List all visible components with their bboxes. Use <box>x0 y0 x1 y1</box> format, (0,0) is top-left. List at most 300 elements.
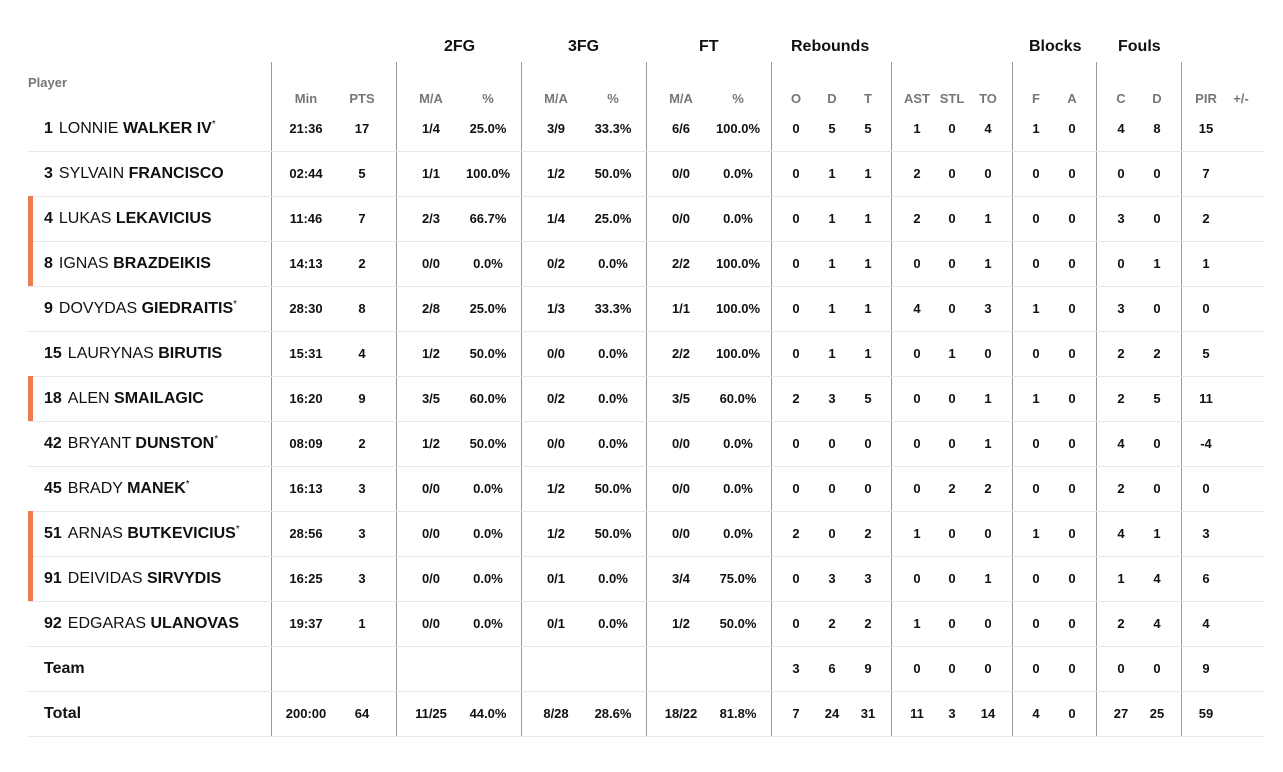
cell-ft_ma: 3/5 <box>671 391 691 406</box>
cell-fd: 2 <box>1153 346 1161 361</box>
cell-fg2_pct: 25.0% <box>469 301 507 316</box>
cell-min: 16:13 <box>289 481 323 496</box>
cell-stl: 3 <box>948 706 956 721</box>
cell-stl: 0 <box>948 571 956 586</box>
player-name[interactable] <box>44 286 237 331</box>
player-number: 4 <box>44 210 53 227</box>
player-last-name: BUTKEVICIUS <box>127 525 236 542</box>
cell-min: 16:20 <box>289 391 323 406</box>
cell-fg2_pct: 66.7% <box>469 211 507 226</box>
cell-ba: 0 <box>1068 436 1076 451</box>
cell-pir: 0 <box>1202 481 1210 496</box>
cell-stl: 0 <box>948 121 956 136</box>
cell-pts: 5 <box>358 166 366 181</box>
cell-t: 1 <box>864 166 872 181</box>
cell-o: 0 <box>792 301 800 316</box>
cell-pir: 0 <box>1202 301 1210 316</box>
starter-indicator-bar <box>28 376 33 421</box>
player-number: 1 <box>44 120 53 137</box>
cell-ft_ma: 0/0 <box>671 481 691 496</box>
cell-to: 1 <box>984 391 992 406</box>
cell-ft_ma: 0/0 <box>671 211 691 226</box>
cell-fg2_pct: 60.0% <box>469 391 507 406</box>
player-last-name: BIRUTIS <box>158 345 223 362</box>
group-rebounds-header: Rebounds <box>791 38 870 55</box>
cell-ft_pct <box>710 646 766 691</box>
cell-ast: 0 <box>913 481 921 496</box>
cell-pts: 2 <box>358 256 366 271</box>
cell-ast: 1 <box>913 616 921 631</box>
cell-ft_ma: 18/22 <box>664 706 698 721</box>
player-name[interactable] <box>44 151 224 196</box>
cell-fg2_ma: 0/0 <box>421 571 441 586</box>
cell-fc: 0 <box>1117 166 1125 181</box>
cell-pir: 11 <box>1199 391 1213 406</box>
cell-t: 5 <box>864 391 872 406</box>
cell-t: 2 <box>864 526 872 541</box>
cell-d: 1 <box>828 346 836 361</box>
subheader-to: TO <box>979 91 997 106</box>
cell-o: 0 <box>792 616 800 631</box>
cell-stl: 0 <box>948 661 956 676</box>
cell-d: 0 <box>828 481 836 496</box>
cell-pts: 4 <box>358 346 366 361</box>
cell-to: 2 <box>984 481 992 496</box>
cell-pir: 59 <box>1198 706 1214 721</box>
cell-ba: 0 <box>1068 661 1076 676</box>
cell-stl: 0 <box>948 166 956 181</box>
player-name[interactable] <box>44 241 211 286</box>
cell-pm <box>1213 466 1269 511</box>
subheader-t: T <box>864 91 872 106</box>
starter-indicator-bar <box>28 556 33 601</box>
cell-pm <box>1213 286 1269 331</box>
cell-pir: 3 <box>1202 526 1210 541</box>
player-number: 15 <box>44 345 62 362</box>
table-row[interactable] <box>28 196 1264 242</box>
cell-d: 6 <box>828 661 836 676</box>
cell-pm <box>1213 196 1269 241</box>
cell-ft_ma: 6/6 <box>671 121 691 136</box>
table-row[interactable] <box>28 556 1264 602</box>
cell-fd: 0 <box>1153 436 1161 451</box>
cell-d: 1 <box>828 301 836 316</box>
cell-bf: 0 <box>1032 256 1040 271</box>
cell-pir: 15 <box>1198 121 1214 136</box>
cell-t: 0 <box>864 481 872 496</box>
cell-bf: 0 <box>1032 211 1040 226</box>
table-row[interactable] <box>28 511 1264 557</box>
player-name[interactable] <box>44 106 216 151</box>
subheader-pm: +/- <box>1233 91 1249 106</box>
cell-fg2_ma: 1/2 <box>421 346 441 361</box>
cell-bf: 1 <box>1032 121 1040 136</box>
cell-ft_ma: 1/1 <box>671 301 691 316</box>
player-first-name: ALEN <box>67 390 110 407</box>
starter-asterisk: * <box>235 524 240 535</box>
starter-indicator-bar <box>28 241 33 286</box>
cell-pm <box>1213 511 1269 556</box>
cell-fg2_ma: 0/0 <box>421 481 441 496</box>
cell-to: 0 <box>984 526 992 541</box>
cell-ast: 2 <box>913 166 921 181</box>
player-last-name: SIRVYDIS <box>146 570 222 587</box>
cell-bf: 1 <box>1032 526 1040 541</box>
cell-t: 1 <box>864 301 872 316</box>
cell-ft_pct: 0.0% <box>723 211 753 226</box>
cell-fd: 1 <box>1153 256 1161 271</box>
cell-pts <box>334 646 390 691</box>
cell-fg2_pct: 0.0% <box>473 616 503 631</box>
cell-fg3_ma: 3/9 <box>546 121 566 136</box>
cell-d: 1 <box>828 211 836 226</box>
total-row <box>28 691 1264 737</box>
cell-ft_ma: 1/2 <box>671 616 691 631</box>
cell-ba: 0 <box>1068 616 1076 631</box>
cell-fc: 4 <box>1117 436 1125 451</box>
cell-d: 2 <box>828 616 836 631</box>
cell-stl: 1 <box>948 346 956 361</box>
player-last-name: BRAZDEIKIS <box>113 255 211 272</box>
cell-o: 0 <box>792 121 800 136</box>
player-first-name: BRYANT <box>67 435 131 452</box>
player-first-name: LUKAS <box>58 210 112 227</box>
cell-fg2_pct: 0.0% <box>473 526 503 541</box>
player-name[interactable] <box>44 466 190 511</box>
cell-ba: 0 <box>1068 526 1076 541</box>
cell-min: 15:31 <box>289 346 323 361</box>
subheader-ft_pct: % <box>732 91 744 106</box>
cell-ast: 0 <box>913 571 921 586</box>
cell-ft_pct: 0.0% <box>723 436 753 451</box>
subheader-pir: PIR <box>1195 91 1217 106</box>
cell-stl: 2 <box>948 481 956 496</box>
cell-fg3_pct <box>585 646 641 691</box>
starter-asterisk: * <box>214 434 219 445</box>
cell-bf: 0 <box>1032 436 1040 451</box>
cell-pm <box>1213 601 1269 646</box>
cell-min: 11:46 <box>289 211 323 226</box>
cell-fg2_ma: 0/0 <box>421 616 441 631</box>
cell-fc: 3 <box>1117 301 1125 316</box>
cell-fg2_pct: 50.0% <box>469 346 507 361</box>
starter-indicator-bar <box>28 511 33 556</box>
cell-ft_ma: 3/4 <box>671 571 691 586</box>
cell-pts: 2 <box>358 436 366 451</box>
player-last-name: WALKER IV <box>122 120 212 137</box>
cell-to: 14 <box>980 706 996 721</box>
cell-min: 21:36 <box>289 121 323 136</box>
player-number: 42 <box>44 435 62 452</box>
cell-pm <box>1213 331 1269 376</box>
cell-fc: 2 <box>1117 346 1125 361</box>
cell-pts: 3 <box>358 571 366 586</box>
player-number: 9 <box>44 300 53 317</box>
cell-t: 1 <box>864 211 872 226</box>
cell-to: 3 <box>984 301 992 316</box>
cell-fd: 0 <box>1153 166 1161 181</box>
cell-to: 1 <box>984 211 992 226</box>
cell-pm <box>1213 106 1269 151</box>
cell-fg2_pct <box>460 646 516 691</box>
cell-o: 0 <box>792 166 800 181</box>
cell-fg2_ma: 2/8 <box>421 301 441 316</box>
starter-asterisk: * <box>211 119 216 130</box>
cell-to: 0 <box>984 661 992 676</box>
cell-t: 9 <box>864 661 872 676</box>
cell-ft_ma: 2/2 <box>671 256 691 271</box>
player-number: 3 <box>44 165 53 182</box>
subheader-min: Min <box>294 91 318 106</box>
cell-fg3_pct: 28.6% <box>594 706 632 721</box>
cell-o: 0 <box>792 436 800 451</box>
player-name[interactable] <box>44 196 212 241</box>
cell-d: 0 <box>828 526 836 541</box>
subheader-fc: C <box>1116 91 1126 106</box>
cell-fc: 0 <box>1117 661 1125 676</box>
group-2fg-header: 2FG <box>444 38 476 55</box>
player-first-name: SYLVAIN <box>58 165 125 182</box>
cell-ast: 4 <box>913 301 921 316</box>
player-first-name: EDGARAS <box>67 615 147 632</box>
cell-t: 2 <box>864 616 872 631</box>
cell-fd: 4 <box>1153 571 1161 586</box>
cell-ba: 0 <box>1068 301 1076 316</box>
cell-pts: 3 <box>358 526 366 541</box>
cell-fd: 0 <box>1153 211 1161 226</box>
subheader-o: O <box>790 91 802 106</box>
cell-t: 0 <box>864 436 872 451</box>
player-name[interactable] <box>44 511 240 556</box>
cell-o: 3 <box>792 661 800 676</box>
cell-to: 0 <box>984 616 992 631</box>
cell-o: 2 <box>792 391 800 406</box>
cell-fg3_ma: 0/0 <box>546 436 566 451</box>
cell-fg2_ma: 1/4 <box>421 121 441 136</box>
group-blocks-header: Blocks <box>1029 38 1082 55</box>
cell-stl: 0 <box>948 526 956 541</box>
starter-asterisk: * <box>185 479 190 490</box>
cell-fg3_ma <box>528 646 584 691</box>
starter-asterisk: * <box>233 299 238 310</box>
cell-d: 0 <box>828 436 836 451</box>
player-number: 51 <box>44 525 62 542</box>
cell-fd: 5 <box>1153 391 1161 406</box>
cell-bf: 0 <box>1032 166 1040 181</box>
cell-ast: 0 <box>913 661 921 676</box>
cell-ft_pct: 100.0% <box>715 301 761 316</box>
cell-fg2_ma: 1/1 <box>421 166 441 181</box>
cell-ba: 0 <box>1068 391 1076 406</box>
cell-fg3_ma: 0/2 <box>546 391 566 406</box>
cell-bf: 0 <box>1032 481 1040 496</box>
cell-ft_pct: 60.0% <box>719 391 757 406</box>
cell-ft_pct: 50.0% <box>719 616 757 631</box>
cell-fc: 27 <box>1113 706 1129 721</box>
table-row[interactable] <box>28 151 1264 197</box>
player-name[interactable] <box>44 556 221 601</box>
cell-ast: 0 <box>913 391 921 406</box>
player-number: 92 <box>44 615 62 632</box>
cell-ba: 0 <box>1068 346 1076 361</box>
cell-min: 02:44 <box>289 166 323 181</box>
player-last-name: LEKAVICIUS <box>115 210 212 227</box>
subheader-fg3_pct: % <box>607 91 619 106</box>
table-row[interactable] <box>28 331 1264 377</box>
cell-o: 0 <box>792 571 800 586</box>
cell-fg2_pct: 0.0% <box>473 481 503 496</box>
cell-fc: 2 <box>1117 391 1125 406</box>
cell-fg2_ma: 0/0 <box>421 256 441 271</box>
subheader-stl: STL <box>939 91 965 106</box>
cell-ft_pct: 100.0% <box>715 121 761 136</box>
cell-ba: 0 <box>1068 481 1076 496</box>
cell-fg3_ma: 8/28 <box>543 706 569 721</box>
cell-fd: 4 <box>1153 616 1161 631</box>
cell-fg3_ma: 0/1 <box>546 616 566 631</box>
table-row[interactable] <box>28 241 1264 287</box>
cell-pir: 4 <box>1202 616 1210 631</box>
cell-fg3_pct: 0.0% <box>598 346 628 361</box>
cell-stl: 0 <box>948 616 956 631</box>
cell-t: 31 <box>860 706 876 721</box>
cell-fc: 1 <box>1117 571 1125 586</box>
player-last-name: ULANOVAS <box>150 615 240 632</box>
player-first-name: BRADY <box>67 480 123 497</box>
cell-ft_pct: 75.0% <box>719 571 757 586</box>
cell-ft_ma: 0/0 <box>671 526 691 541</box>
cell-pts: 1 <box>358 616 366 631</box>
cell-ast: 1 <box>913 526 921 541</box>
player-last-name: SMAILAGIC <box>114 390 204 407</box>
cell-pir: 9 <box>1202 661 1210 676</box>
cell-fg2_ma: 1/2 <box>421 436 441 451</box>
cell-o: 0 <box>792 256 800 271</box>
subheader-ft_ma: M/A <box>669 91 693 106</box>
player-name[interactable] <box>44 421 218 466</box>
cell-t: 1 <box>864 256 872 271</box>
cell-bf: 0 <box>1032 661 1040 676</box>
cell-fg2_ma: 2/3 <box>421 211 441 226</box>
cell-pts: 3 <box>358 481 366 496</box>
cell-fg3_ma: 0/1 <box>546 571 566 586</box>
cell-fc: 0 <box>1117 256 1125 271</box>
cell-t: 1 <box>864 346 872 361</box>
group-3fg-header: 3FG <box>568 38 600 55</box>
table-row[interactable] <box>28 106 1264 152</box>
table-row[interactable] <box>28 376 1264 422</box>
cell-fg2_ma: 3/5 <box>421 391 441 406</box>
cell-min <box>278 646 334 691</box>
cell-to: 0 <box>984 346 992 361</box>
cell-ba: 0 <box>1068 166 1076 181</box>
cell-ft_pct: 0.0% <box>723 526 753 541</box>
cell-fg2_pct: 44.0% <box>469 706 507 721</box>
cell-fg3_pct: 25.0% <box>594 211 632 226</box>
cell-pir: 1 <box>1202 256 1210 271</box>
table-row[interactable] <box>28 421 1264 467</box>
cell-fc: 4 <box>1117 121 1125 136</box>
group-ft-header: FT <box>699 38 719 55</box>
subheader-fd: D <box>1152 91 1162 106</box>
cell-d: 24 <box>824 706 840 721</box>
cell-ba: 0 <box>1068 706 1076 721</box>
cell-pts: 64 <box>354 706 370 721</box>
cell-fd: 8 <box>1153 121 1161 136</box>
player-first-name: LONNIE <box>58 120 119 137</box>
cell-ft_pct: 100.0% <box>715 346 761 361</box>
table-row[interactable] <box>28 466 1264 512</box>
player-last-name: MANEK <box>127 480 186 497</box>
subheader-pts: PTS <box>349 91 375 106</box>
cell-fg3_ma: 1/2 <box>546 526 566 541</box>
team-label: Team <box>44 660 85 677</box>
cell-fg3_pct: 50.0% <box>594 166 632 181</box>
subheader-d: D <box>827 91 837 106</box>
cell-ast: 2 <box>913 211 921 226</box>
subheader-fg3_ma: M/A <box>544 91 568 106</box>
player-first-name: DOVYDAS <box>58 300 138 317</box>
cell-ba: 0 <box>1068 121 1076 136</box>
cell-ast: 11 <box>910 706 924 721</box>
cell-fg3_pct: 50.0% <box>594 481 632 496</box>
cell-ft_ma <box>653 646 709 691</box>
player-name[interactable] <box>44 376 204 421</box>
cell-ba: 0 <box>1068 211 1076 226</box>
cell-fg2_pct: 25.0% <box>469 121 507 136</box>
cell-ft_ma: 0/0 <box>671 436 691 451</box>
table-row[interactable] <box>28 286 1264 332</box>
player-first-name: DEIVIDAS <box>67 570 143 587</box>
cell-fg3_pct: 0.0% <box>598 571 628 586</box>
cell-min: 19:37 <box>289 616 323 631</box>
cell-fd: 25 <box>1149 706 1165 721</box>
cell-pts: 8 <box>358 301 366 316</box>
player-name[interactable] <box>44 331 222 376</box>
cell-fc: 2 <box>1117 616 1125 631</box>
player-first-name: LAURYNAS <box>67 345 154 362</box>
cell-o: 0 <box>792 346 800 361</box>
cell-min: 28:56 <box>289 526 323 541</box>
player-first-name: ARNAS <box>67 525 123 542</box>
subheader-fg2_ma: M/A <box>419 91 443 106</box>
cell-bf: 1 <box>1032 301 1040 316</box>
cell-min: 16:25 <box>289 571 323 586</box>
cell-d: 1 <box>828 166 836 181</box>
cell-ba: 0 <box>1068 571 1076 586</box>
cell-stl: 0 <box>948 211 956 226</box>
player-name[interactable] <box>44 601 239 646</box>
cell-t: 3 <box>864 571 872 586</box>
subheader-fg2_pct: % <box>482 91 494 106</box>
cell-fg3_ma: 0/2 <box>546 256 566 271</box>
cell-min: 200:00 <box>285 706 327 721</box>
cell-to: 4 <box>984 121 992 136</box>
cell-bf: 1 <box>1032 391 1040 406</box>
cell-pts: 17 <box>354 121 370 136</box>
cell-fg2_pct: 100.0% <box>465 166 511 181</box>
cell-fg3_pct: 33.3% <box>594 301 632 316</box>
cell-fg3_ma: 0/0 <box>546 346 566 361</box>
cell-pts: 9 <box>358 391 366 406</box>
cell-pir: 7 <box>1202 166 1210 181</box>
table-row[interactable] <box>28 601 1264 647</box>
cell-pir: 5 <box>1202 346 1210 361</box>
cell-fc: 3 <box>1117 211 1125 226</box>
cell-d: 3 <box>828 391 836 406</box>
cell-pm <box>1213 691 1269 736</box>
cell-pir: 6 <box>1202 571 1210 586</box>
